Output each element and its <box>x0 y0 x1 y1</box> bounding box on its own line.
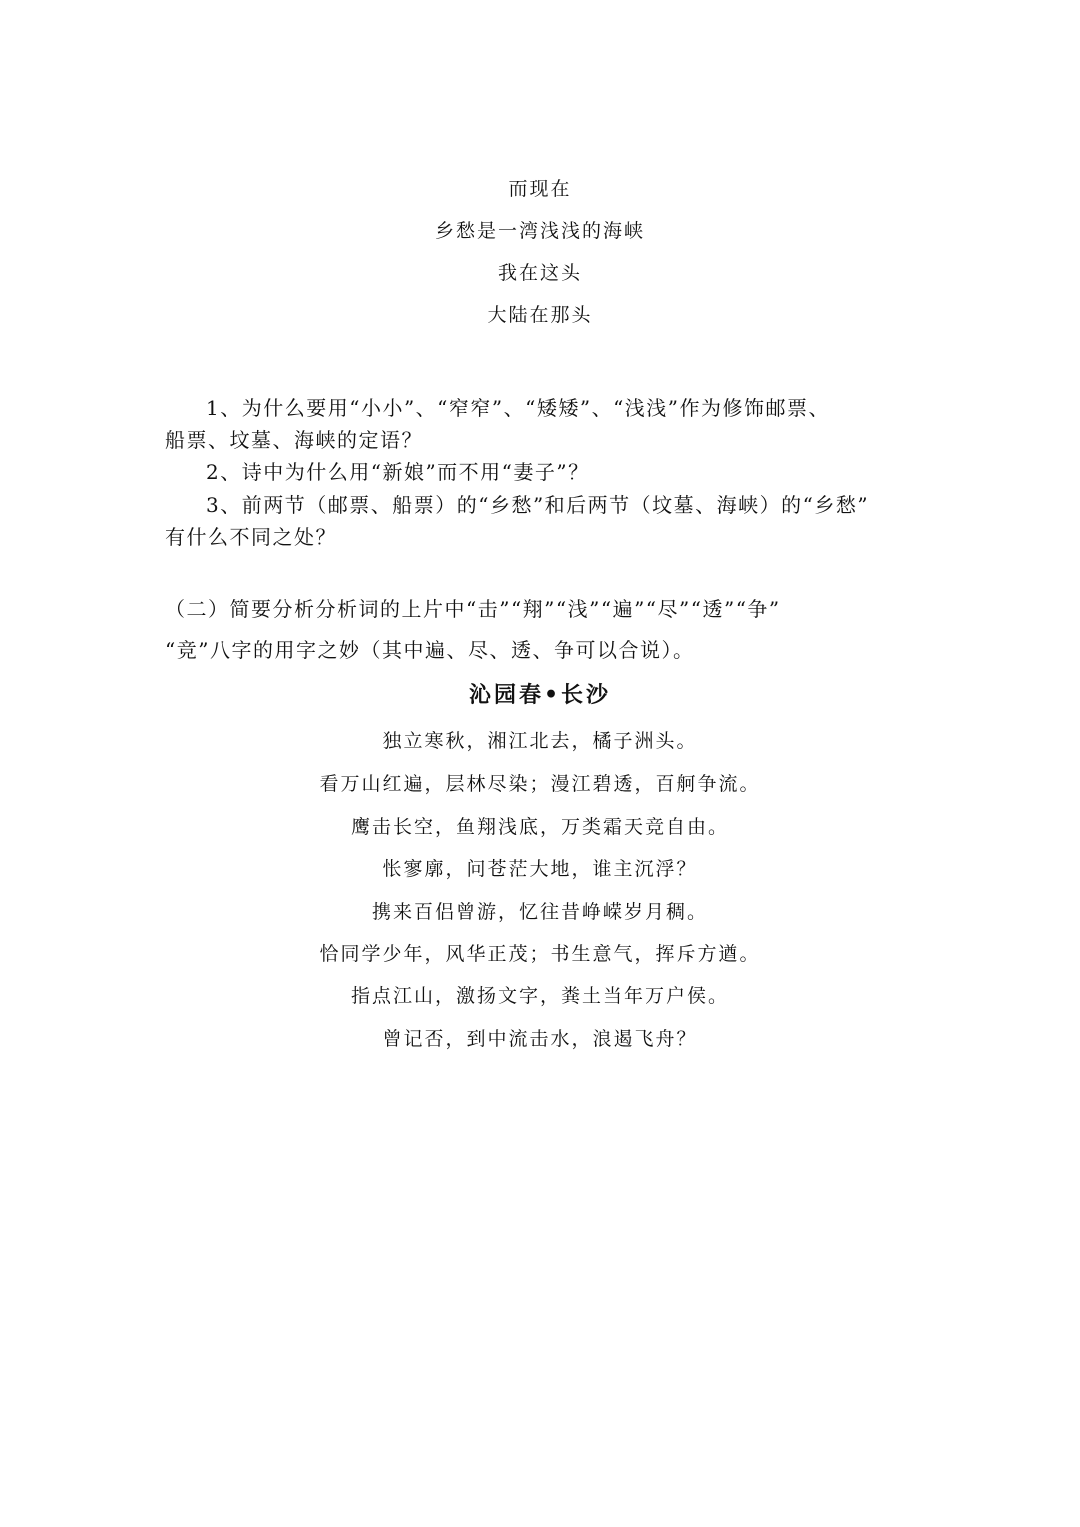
ci-line: 独立寒秋，湘江北去，橘子洲头。 <box>382 730 698 752</box>
question-3-continued: 有什么不同之处？ <box>165 525 337 549</box>
ci-title: 沁园春•长沙 <box>468 682 612 708</box>
ci-line: 携来百侣曾游，忆往昔峥嵘岁月稠。 <box>371 901 708 923</box>
section-two-prompt: （二）简要分析分析词的上片中“击”“翔”“浅”“遍”“尽”“透”“争” <box>165 597 781 621</box>
poem-line: 而现在 <box>508 178 572 200</box>
ci-line: 看万山红遍，层林尽染；漫江碧透，百舸争流。 <box>319 773 761 795</box>
ci-line: 怅寥廓，问苍茫大地，谁主沉浮？ <box>382 858 698 880</box>
poem-line: 我在这头 <box>497 262 582 284</box>
question-2: 2、诗中为什么用“新娘”而不用“妻子”？ <box>206 460 590 484</box>
section-two-prompt-continued: “竞”八字的用字之妙（其中遍、尽、透、争可以合说）。 <box>165 638 695 662</box>
ci-line: 指点江山，激扬文字，粪土当年万户侯。 <box>350 985 729 1007</box>
ci-line: 曾记否，到中流击水，浪遏飞舟？ <box>382 1028 698 1050</box>
poem-line: 乡愁是一湾浅浅的海峡 <box>434 220 645 242</box>
ci-line: 鹰击长空，鱼翔浅底，万类霜天竞自由。 <box>350 816 729 838</box>
question-1: 1、为什么要用“小小”、“窄窄”、“矮矮”、“浅浅”作为修饰邮票、 <box>206 396 831 420</box>
poem-line: 大陆在那头 <box>487 304 593 326</box>
question-1-continued: 船票、坟墓、海峡的定语？ <box>165 428 423 452</box>
ci-line: 恰同学少年，风华正茂；书生意气，挥斥方遒。 <box>319 943 761 965</box>
question-3: 3、前两节（邮票、船票）的“乡愁”和后两节（坟墓、海峡）的“乡愁” <box>206 493 870 517</box>
